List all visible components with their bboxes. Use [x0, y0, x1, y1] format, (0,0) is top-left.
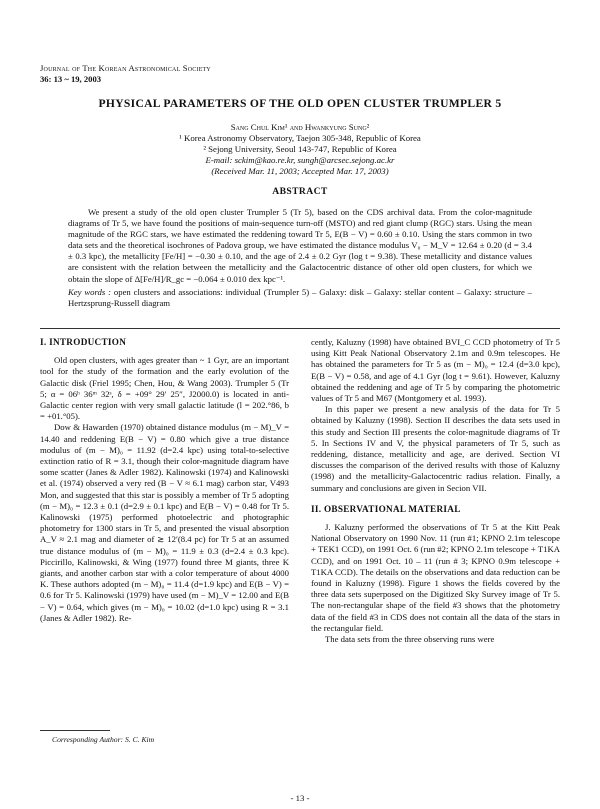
- author-email: E-mail: sckim@kao.re.kr, sungh@arcsec.sejong.ac.kr: [205, 155, 395, 165]
- obs-paragraph-2: The data sets from the three observing runs were: [325, 634, 495, 645]
- abstract-heading: ABSTRACT: [272, 186, 328, 197]
- section-heading-introduction: I. INTRODUCTION: [40, 337, 127, 347]
- keywords: [68, 287, 532, 309]
- author-names: Sang Chul Kim¹ and Hwankyung Sung²: [230, 122, 370, 132]
- journal-header: [40, 63, 211, 85]
- received-dates: (Received Mar. 11, 2003; Accepted Mar. 17, 2003): [211, 166, 389, 176]
- abstract-divider: [40, 328, 560, 329]
- journal-name: Journal of The Korean Astronomical Society: [40, 63, 211, 73]
- intro-paragraph-1: Old open clusters, with ages greater than ~ 1 Gyr, are an important tool for the study of the formation and the early evolution of the Galactic disk (Friel 1995; Chen, Hou, & Wang 2003). Trumpler 5 (Tr 5; α = 06ʰ 36ᵐ 32ˢ, δ = +09° 29′ 25″, J2000.0) is located in anti-Galactic center region with very small galactic latitude (l = 202.°86, b = +01.°05).: [40, 355, 289, 422]
- left-column: [40, 337, 289, 624]
- author-block: [40, 122, 560, 177]
- affiliation-2: ² Sejong University, Seoul 143-747, Republic of Korea: [203, 144, 397, 154]
- intro-paragraph-4: In this paper we present a new analysis of the data for Tr 5 obtained by Kaluzny (1998). Section II describes the data sets used in this study and Section III presents the color-magnitude diagrams of Tr 5. In Sections IV and V, the physical parameters of Tr 5, such as reddening, distance, metallicity and age, are derived. Section VI discusses the comparison of the derived results with those of Kaluzny (1998) and the metallicity-Galactocentric radius relation. Finally, a summary and conclusions are given in Secion VII.: [311, 404, 560, 493]
- paper-title: PHYSICAL PARAMETERS OF THE OLD OPEN CLUSTER TRUMPLER 5: [98, 97, 502, 110]
- page-number: - 13 -: [290, 793, 310, 803]
- keywords-list: open clusters and associations: individual (Trumpler 5) – Galaxy: disk – Galaxy: stellar content – Galaxy: structure – Hertzsprung-Russell diagram: [68, 287, 533, 309]
- corresponding-author-footnote: Corresponding Author: S. C. Kim: [52, 735, 155, 744]
- intro-paragraph-3: cently, Kaluzny (1998) have obtained BVI_C CCD photometry of Tr 5 using Kitt Peak National Observatory 2.1m and 0.9m telescopes. He has obtained the parameters for Tr 5 as (m − M)₀ = 12.4 (d=3.0 kpc), E(B − V) = 0.58, and age of 4.1 Gyr (log t = 9.61). However, Kaluzny obtained the reddening and age of Tr 5 by comparing the photometric values of Tr 5 and M67 (Montgomery et al. 1993).: [311, 337, 560, 404]
- section-heading-observational: II. OBSERVATIONAL MATERIAL: [311, 503, 461, 514]
- obs-paragraph-1: J. Kaluzny performed the observations of Tr 5 at the Kitt Peak National Observatory on 1990 Nov. 11 (run #1; KPNO 2.1m telescope + TEK1 CCD), on 1991 Oct. 6 (run #2; KPNO 2.1m telescope + T1KA CCD), and on 1991 Oct. 10 – 11 (run # 3; KPNO 0.9m telescope + T1KA CCD). The details on the observations and data reduction can be found in Kaluzny (1998). Figure 1 shows the fields covered by the three data sets superposed on the Digitized Sky Survey image of Tr 5. The non-rectangular shape of the field #3 shows that the photometry data of the field #3 in CDS does not contain all the data of the stars in the rectangular field.: [311, 522, 560, 633]
- right-column: [311, 337, 560, 645]
- affiliation-1: ¹ Korea Astronomy Observatory, Taejon 305-348, Republic of Korea: [179, 133, 421, 143]
- footnote-rule: [40, 730, 110, 731]
- keywords-label: Key words :: [68, 287, 112, 297]
- intro-paragraph-2: Dow & Hawarden (1970) obtained distance modulus (m − M)_V = 14.40 and reddening E(B − V) = 0.80 which give a true distance modulus of (m − M)₀ = 11.92 (d=2.4 kpc) using total-to-selective extinction ratio of R = 3.1, though their color-magnitude diagram have some scatter (Janes & Adler 1982). Kalinowski (1974) and Kalinowski et al. (1974) observed a very red (B − V ≈ 6.1 mag) carbon star, V493 Mon, and suggested that this star is possibly a member of Tr 5 adopting (m − M)₀ = 12.3 ± 0.1 (d=2.9 ± 0.1 kpc) and E(B − V) = 0.48 for Tr 5. Kalinowski (1975) performed photoelectric and photographic photometry for 1300 stars in Tr 5, and presented the visual absorption A_V ≈ 2.1 mag and diameter of ≳ 12′(8.4 pc) for Tr 5 at an assumed true distance modulus of (m − M)₀ = 11.9 ± 0.3 (d=2.4 ± 0.3 kpc). Piccirillo, Kalinowski, & Wing (1977) found three M giants, three K giants, and another carbon star with a color temperature of about 4000 K. These authors adopted (m − M)₀ = 11.4 (d=1.9 kpc) and E(B − V) = 0.6 for Tr 5. Kalinowski (1979) have used (m − M)_V = 12.00 and E(B − V) = 0.64, which gives (m − M)₀ = 10.02 (d=1.0 kpc) using R = 3.1 (Janes & Adler 1982). Re-: [40, 422, 289, 623]
- journal-volume: 36: 13 ~ 19, 2003: [40, 74, 102, 84]
- abstract-text: We present a study of the old open cluster Trumpler 5 (Tr 5), based on the CDS archival data. From the color-magnitude diagrams of Tr 5, we have found the positions of main-sequence turn-off (MSTO) and red giant clump (RGC) stars. Using the mean magnitude of the RGC stars, we have estimated the reddening toward Tr 5, E(B − V) = 0.60 ± 0.10. Using the stars common in two data sets and the theoretical isochrones of Padova group, we have estimated the distance modulus V₀ − M_V = 12.64 ± 0.20 (d = 3.4 ± 0.3 kpc), the metallicity [Fe/H] = −0.30 ± 0.10, and the age of 2.4 ± 0.2 Gyr (log t = 9.38). These metallicity and distance values are consistent with the relation between the metallicity and the Galactocentric distance of other old open clusters, for which we obtain the slope of Δ[Fe/H]/R_gc = −0.064 ± 0.010 dex kpc⁻¹.: [68, 207, 532, 284]
